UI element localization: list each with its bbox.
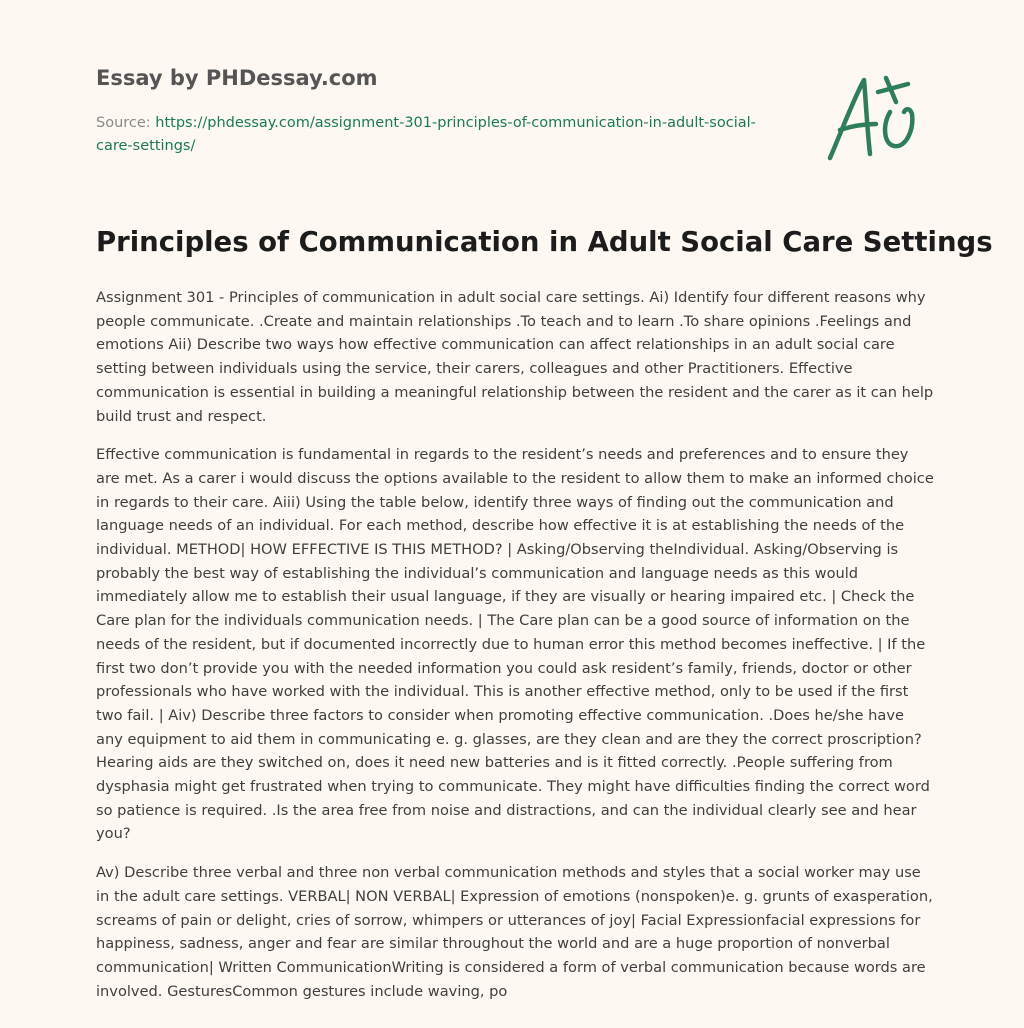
source-line	[96, 112, 756, 158]
source-label: Source:	[96, 115, 151, 131]
paragraph: Av) Describe three verbal and three non verbal communication methods and styles that a social worker may use in the adult care settings. VERBAL| NON VERBAL| Expression of emotions (nonspoken)e. g. grunts of exasperation, screams of pain or delight, cries of sorrow, whimpers or utterances of joy| Facial Expressionfacial expressions for happiness, sadness, anger and fear are similar throughout the world and are a huge proportion of nonverbal communication| Written CommunicationWriting is considered a form of verbal communication because words are involved. GesturesCommon gestures include waving, po	[96, 864, 933, 1000]
paragraph: Assignment 301 - Principles of communication in adult social care settings. Ai) Identify four different reasons why people communicate. .Create and maintain relationships .To teach and to learn .To share opinions .Feelings and emotions Aii) Describe two ways how effective communication can affect relationships in an adult social care setting between individuals using the service, their carers, colleagues and other Practitioners. Effective communication is essential in building a meaningful relationship between the resident and the carer as it can help build trust and respect.	[96, 289, 934, 425]
a-plus-grade-logo-icon	[820, 68, 928, 164]
site-brand: Essay by PHDessay.com	[96, 66, 378, 90]
page-title: Principles of Communication in Adult Social Care Settings	[96, 226, 993, 258]
paragraph: Effective communication is fundamental in regards to the resident’s needs and preferences and to ensure they are met. As a carer i would discuss the options available to the resident to allow them to make an informed choice in regards to their care. Aiii) Using the table below, identify three ways of finding out the communication and language needs of an individual. For each method, describe how effective it is at establishing the needs of the individual. METHOD| HOW EFFECTIVE IS THIS METHOD? | Asking/Observing theIndividual. Asking/Observing is probably the best way of establishing the individual’s communication and language needs as this would immediately allow me to establish their usual language, if they are visually or hearing impaired etc. | Check the Care plan for the individuals communication needs. | The Care plan can be a good source of information on the needs of the resident, but if documented incorrectly due to human error this method becomes ineffective. | If the first two don’t provide you with the needed information you could ask resident’s family, friends, doctor or other professionals who have worked with the individual. This is another effective method, only to be used if the first two fail. | Aiv) Describe three factors to consider when promoting effective communication. .Does he/she have any equipment to aid them in communicating e. g. glasses, are they clean and are they the correct proscription? Hearing aids are they switched on, does it need new batteries and is it fitted correctly. .People suffering from dysphasia might get frustrated when trying to communicate. They might have difficulties finding the correct word so patience is required. .Is the area free from noise and distractions, and can the individual clearly see and hear you?	[96, 446, 934, 843]
source-link[interactable]: https://phdessay.com/assignment-301-principles-of-communication-in-adult-social-care-settings/	[96, 115, 756, 154]
article-body	[96, 286, 934, 1018]
